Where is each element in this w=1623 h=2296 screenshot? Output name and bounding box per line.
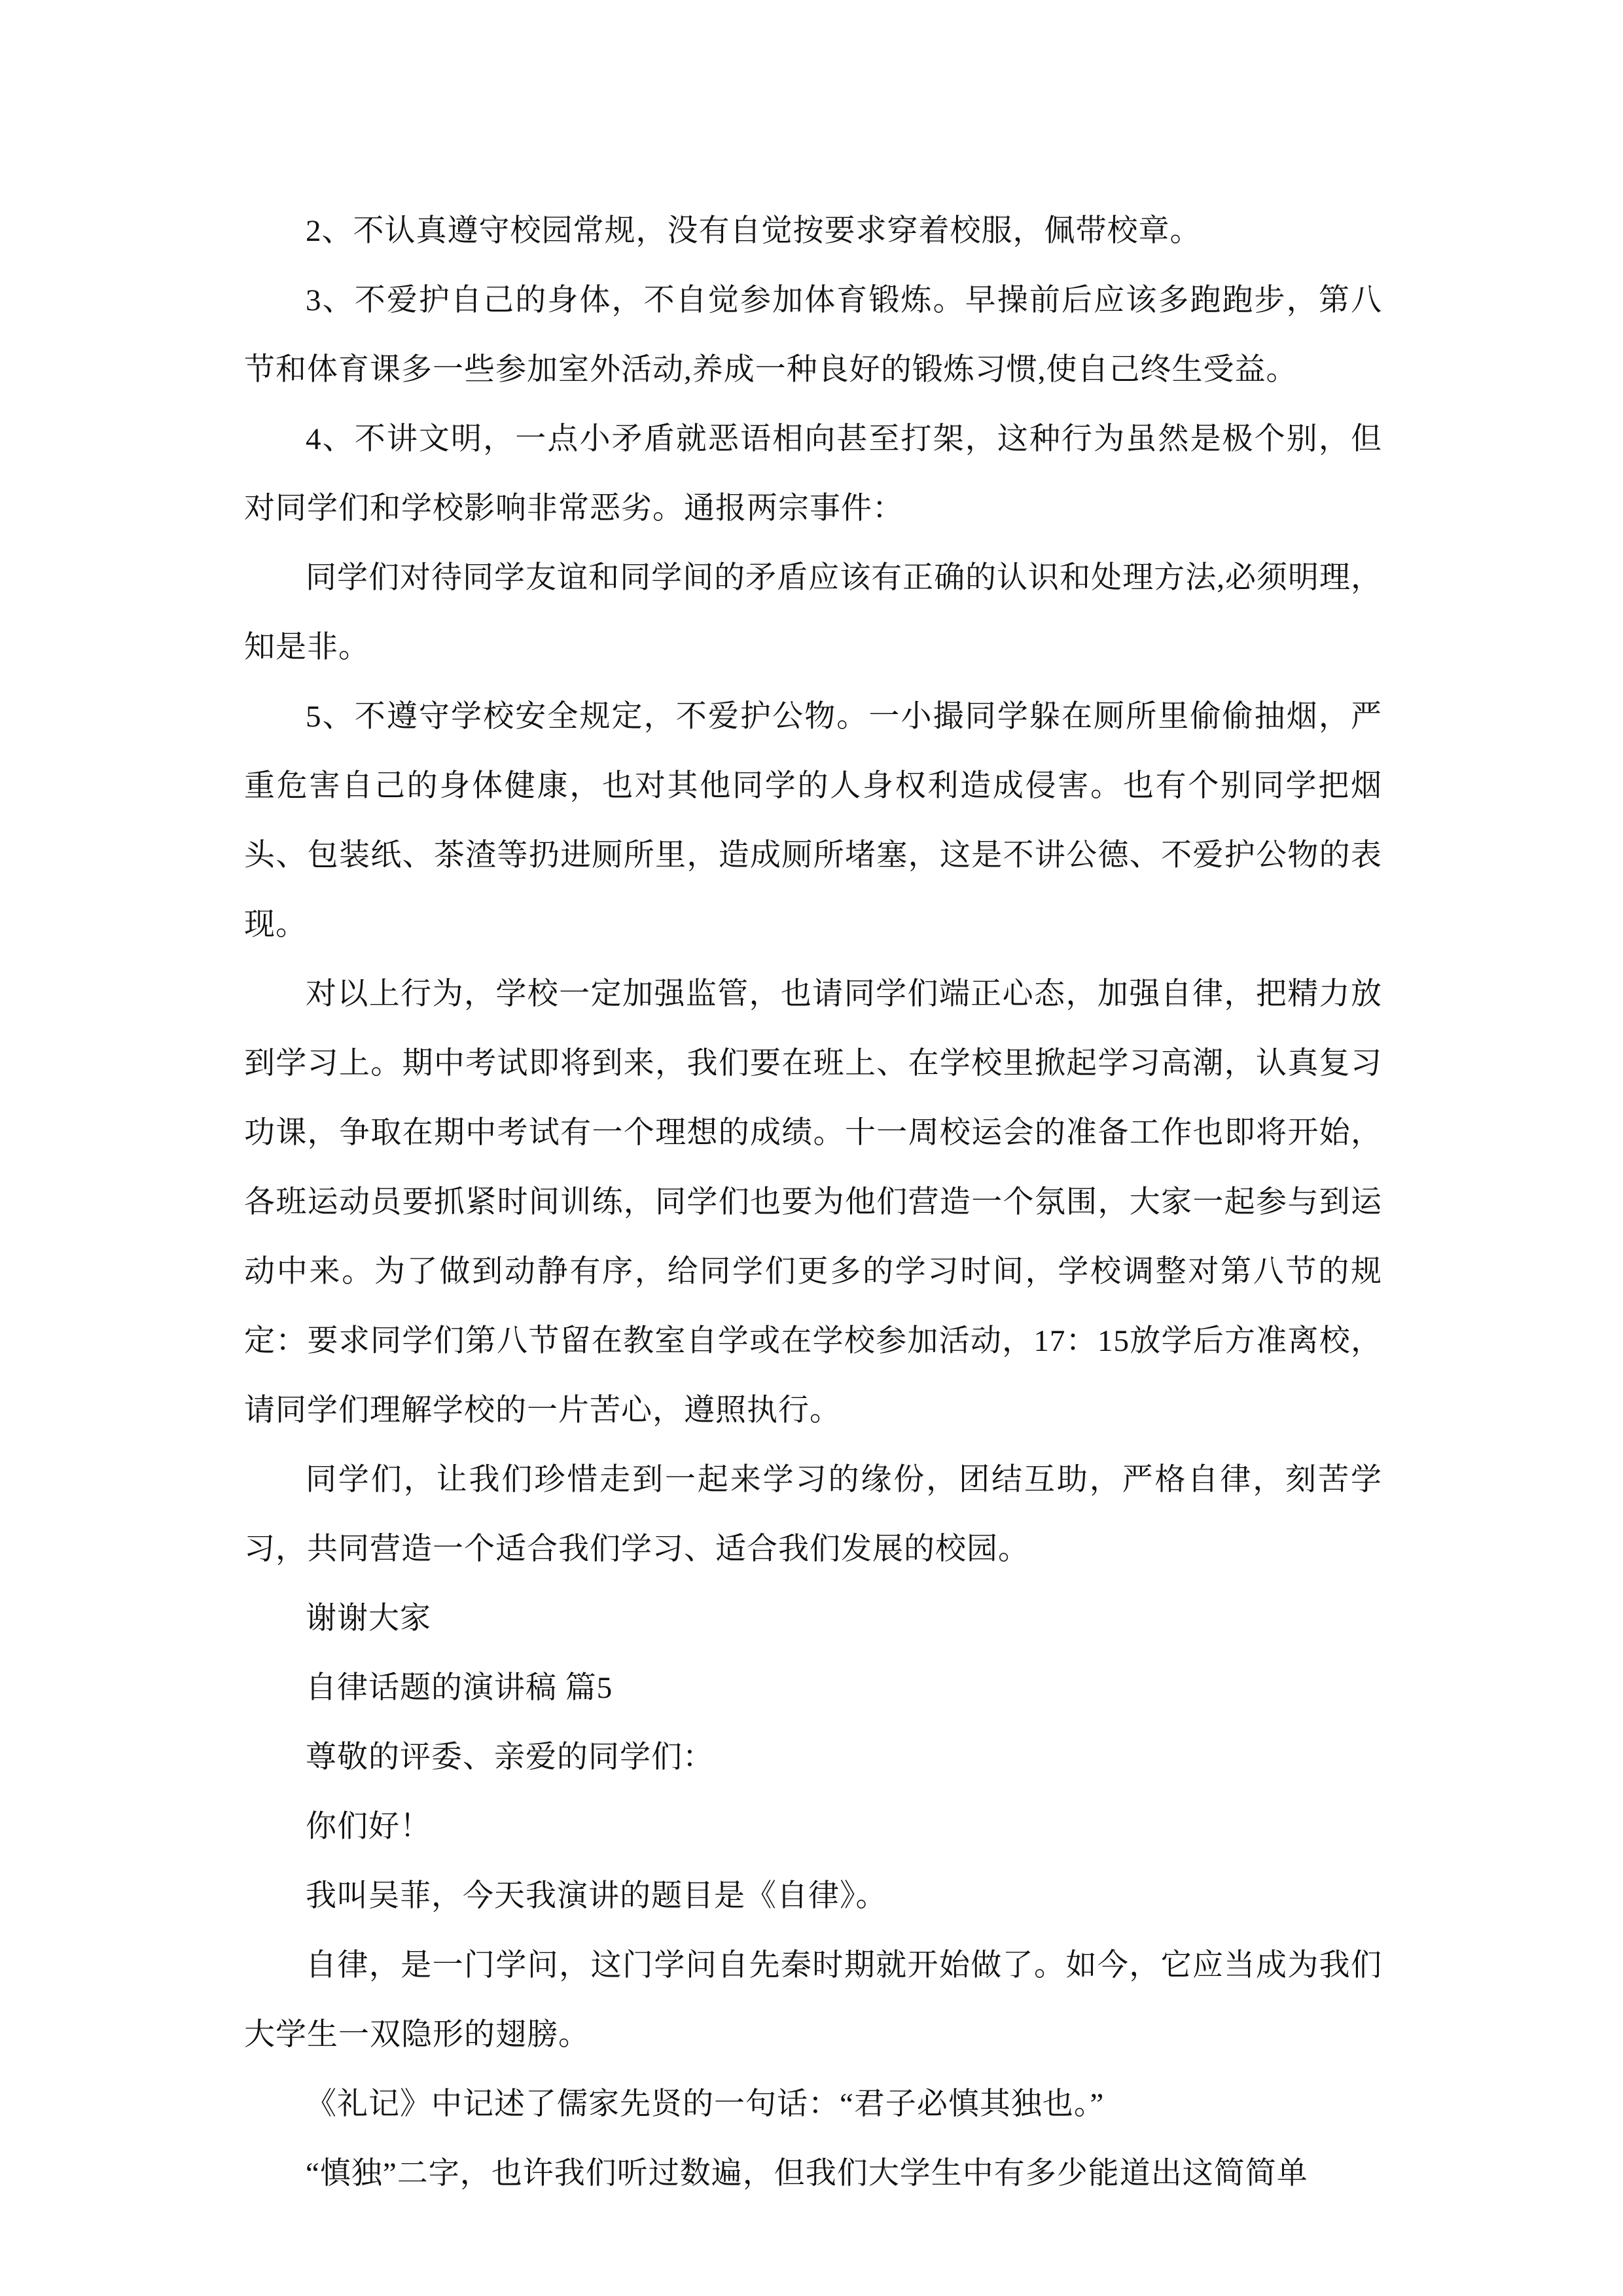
paragraph: 你们好！ — [306, 1810, 431, 1844]
paragraph: 3、不爱护自己的身体，不自觉参加体育锻炼。早操前后应该多跑跑步，第八节和体育课多一些参加室外活动,养成一种良好的锻炼习惯,使自己终生受益。 — [244, 283, 1382, 387]
paragraph: 对以上行为，学校一定加强监管，也请同学们端正心态，加强自律，把精力放到学习上。期中考试即将到来，我们要在班上、在学校里掀起学习高潮，认真复习功课，争取在期中考试有一个理想的成绩。十一周校运会的准备工作也即将开始，各班运动员要抓紧时间训练，同学们也要为他们营造一个氛围，大家一起参与到运动中来。为了做到动静有序，给同学们更多的学习时间，学校调整对第八节的规定：要求同学们第八节留在教室自学或在学校参加活动，17：15放学后方准离校，请同学们理解学校的一片苦心，遵照执行。 — [244, 977, 1382, 1427]
paragraph: “慎独”二字，也许我们听过数遍，但我们大学生中有多少能道出这简简单 — [306, 2157, 1308, 2191]
paragraph: 同学们，让我们珍惜走到一起来学习的缘份，团结互助，严格自律，刻苦学习，共同营造一个适合我们学习、适合我们发展的校园。 — [244, 1463, 1382, 1566]
paragraph: 《礼记》中记述了儒家先贤的一句话：“君子必慎其独也。” — [306, 2087, 1105, 2121]
paragraph: 4、不讲文明，一点小矛盾就恶语相向甚至打架，这种行为虽然是极个别，但对同学们和学校影响非常恶劣。通报两宗事件： — [244, 422, 1382, 526]
paragraph: 5、不遵守学校安全规定，不爱护公物。一小撮同学躲在厕所里偷偷抽烟，严重危害自己的身体健康，也对其他同学的人身权利造成侵害。也有个别同学把烟头、包装纸、茶渣等扔进厕所里，造成厕所堵塞，这是不讲公德、不爱护公物的表现。 — [244, 700, 1382, 942]
paragraph: 尊敬的评委、亲爱的同学们： — [306, 1740, 714, 1774]
document-body — [244, 196, 1382, 2208]
paragraph: 同学们对待同学友谊和同学间的矛盾应该有正确的认识和处理方法,必须明理，知是非。 — [244, 561, 1382, 664]
paragraph: 自律，是一门学问，这门学问自先秦时期就开始做了。如今，它应当成为我们大学生一双隐形的翅膀。 — [244, 1948, 1382, 2052]
paragraph: 我叫吴菲，今天我演讲的题目是《自律》。 — [306, 1879, 887, 1913]
paragraph: 2、不认真遵守校园常规，没有自觉按要求穿着校服，佩带校章。 — [306, 214, 1202, 248]
paragraph: 自律话题的演讲稿 篇5 — [306, 1671, 613, 1705]
paragraph: 谢谢大家 — [306, 1602, 431, 1636]
